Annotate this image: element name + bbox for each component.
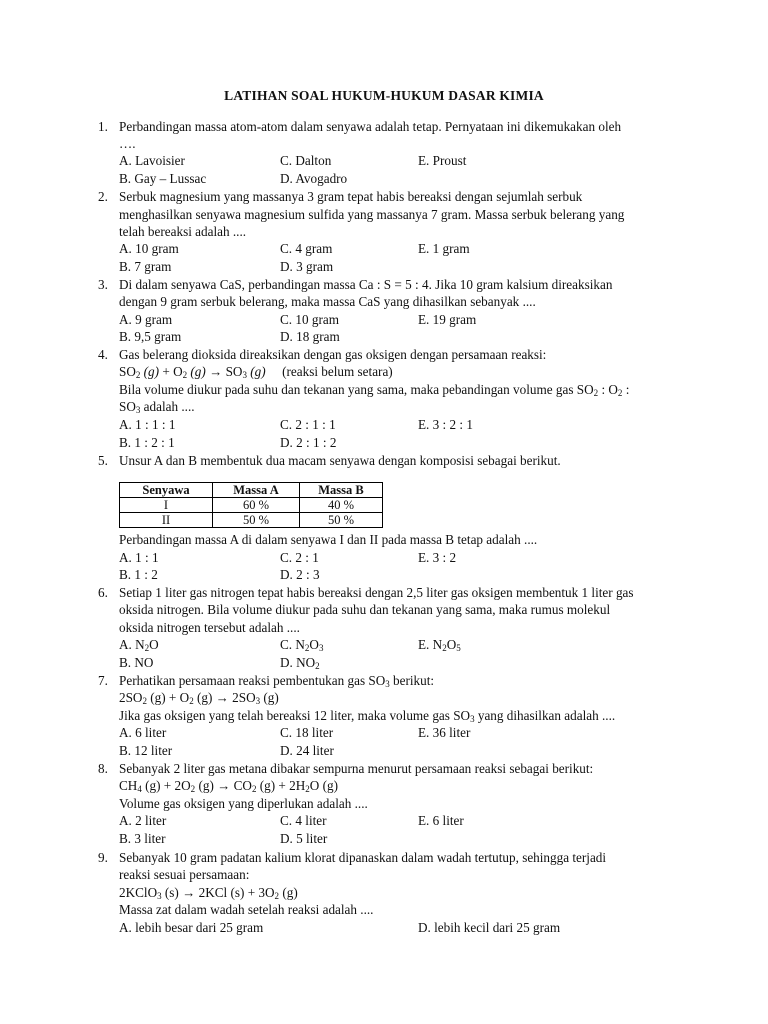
equation-note: (reaksi belum setara) [282,364,393,379]
option-c: C. $N_2O_3$ [280,637,324,653]
option-d: D. 2 : 1 : 2 [280,435,337,450]
option-e: E. 36 liter [418,725,471,740]
option-b: B. 1 : 2 [119,567,158,582]
table-cell: I [120,498,213,513]
question-text: Perbandingan massa A di dalam senyawa I dan II pada massa B tetap adalah .... [119,532,538,547]
option-c: C. 18 liter [280,725,334,740]
table-header: Massa A [213,483,300,498]
option-a: A. 1 : 1 : 1 [119,417,176,432]
composition-table [119,482,383,528]
table-cell: 50 % [213,513,300,528]
question-text: Perbandingan massa atom-atom dalam senyawa adalah tetap. Pernyataan ini dikemukakan oleh [119,119,622,134]
option-a: A. $N_2O$ [119,637,159,653]
page-title: LATIHAN SOAL HUKUM-HUKUM DASAR KIMIA [224,88,544,103]
table-row [120,498,383,513]
option-e: E. 3 : 2 [418,550,457,565]
question-number: 9. [98,850,108,865]
option-a: A. 2 liter [119,813,167,828]
reaction-equation: $2SO_2$ $(g) + O_2$ $(g) \to 2SO_3$ (g) [119,690,279,706]
option-a: A. lebih besar dari 25 gram [119,920,264,935]
option-b: B. 7 gram [119,259,172,274]
table-cell: 60 % [213,498,300,513]
table-cell: 50 % [300,513,383,528]
reaction-equation: 2KClO$_3$ (s) → 2KCl $(s) + 3O_2$ (g) [119,885,298,901]
table-header: Senyawa [120,483,213,498]
option-d: D. $NO_2$ [280,655,320,671]
option-c: C. Dalton [280,153,332,168]
option-d: D. 3 gram [280,259,334,274]
option-e: E. $N_2O_5$ [418,637,461,653]
question-number: 1. [98,119,108,134]
option-b: B. 12 liter [119,743,173,758]
option-e: E. 6 liter [418,813,464,828]
table-cell: 40 % [300,498,383,513]
option-a: A. Lavoisier [119,153,185,168]
question-text: Jika gas oksigen yang telah bereaksi 12 liter, maka volume gas $SO_3$ yang dihasilkan adalah .... [119,708,616,724]
option-b: B. 9,5 gram [119,329,182,344]
question-number: 7. [98,673,108,688]
option-c: C. 2 : 1 : 1 [280,417,336,432]
question-text: $SO_3$ adalah .... [119,399,195,415]
question-text: Volume gas oksigen yang diperlukan adalah .... [119,796,368,811]
option-e: E. 1 gram [418,241,470,256]
option-b: B. NO [119,655,154,670]
question-text: Unsur A dan B membentuk dua macam senyawa dengan komposisi sebagai berikut. [119,453,561,468]
question-text: oksida nitrogen. Bila volume diukur pada suhu dan tekanan yang sama, maka rumus molekul [119,602,611,617]
option-a: A. 10 gram [119,241,179,256]
table-row [120,513,383,528]
option-c: C. 4 gram [280,241,333,256]
question-number: 4. [98,347,108,362]
question-text: Sebanyak 10 gram padatan kalium klorat dipanaskan dalam wadah tertutup, sehingga terjadi [119,850,607,865]
question-text: telah bereaksi adalah .... [119,224,247,239]
question-text: oksida nitrogen tersebut adalah .... [119,620,300,635]
question-text: Serbuk magnesium yang massanya 3 gram tepat habis bereaksi dengan sejumlah serbuk [119,189,583,204]
option-a: A. 6 liter [119,725,167,740]
option-e: E. Proust [418,153,467,168]
question-number: 3. [98,277,108,292]
table-header-row [120,483,383,498]
option-d: D. lebih kecil dari 25 gram [418,920,561,935]
question-text: Setiap 1 liter gas nitrogen tepat habis bereaksi dengan 2,5 liter gas oksigen membentuk 1 liter gas [119,585,634,600]
question-text: menghasilkan senyawa magnesium sulfida yang massanya 7 gram. Massa serbuk belerang yang [119,207,625,222]
option-c: C. 4 liter [280,813,327,828]
question-text: Sebanyak 2 liter gas metana dibakar sempurna menurut persamaan reaksi sebagai berikut: [119,761,594,776]
option-e: E. 3 : 2 : 1 [418,417,473,432]
option-b: B. Gay – Lussac [119,171,207,186]
question-text: Di dalam senyawa CaS, perbandingan massa Ca : S = 5 : 4. Jika 10 gram kalsium direaksikan [119,277,613,292]
option-b: B. 1 : 2 : 1 [119,435,175,450]
option-a: A. 1 : 1 [119,550,159,565]
reaction-equation: $SO_2$ $(g) + O_2$ $(g) \to SO_3$ (g) (reaksi belum setara) [119,364,393,380]
question-text: dengan 9 gram serbuk belerang, maka massa CaS yang dihasilkan sebanyak .... [119,294,536,309]
option-a: A. 9 gram [119,312,173,327]
question-number: 5. [98,453,108,468]
question-text: Perhatikan persamaan reaksi pembentukan gas $SO_3$ berikut: [119,673,435,689]
option-c: C. 10 gram [280,312,339,327]
question-number: 2. [98,189,108,204]
question-text: reaksi sesuai persamaan: [119,867,250,882]
option-d: D. 18 gram [280,329,340,344]
reaction-equation: $CH_4$ $(g) + 2O_2$ $(g) \to CO_2$ $(g) + 2H_2O$ (g) [119,778,338,794]
question-text: Gas belerang dioksida direaksikan dengan gas oksigen dengan persamaan reaksi: [119,347,547,362]
table-cell: II [120,513,213,528]
option-e: E. 19 gram [418,312,477,327]
option-b: B. 3 liter [119,831,166,846]
question-number: 8. [98,761,108,776]
table-header: Massa B [300,483,383,498]
question-number: 6. [98,585,108,600]
option-d: D. 2 : 3 [280,567,320,582]
question-text: …. [119,136,136,151]
option-d: D. 5 liter [280,831,328,846]
question-text: Bila volume diukur pada suhu dan tekanan yang sama, maka pebandingan volume gas $SO_2$ : $O_2$ : [119,382,630,398]
option-c: C. 2 : 1 [280,550,319,565]
question-text: Massa zat dalam wadah setelah reaksi adalah .... [119,902,374,917]
option-d: D. 24 liter [280,743,334,758]
option-d: D. Avogadro [280,171,348,186]
